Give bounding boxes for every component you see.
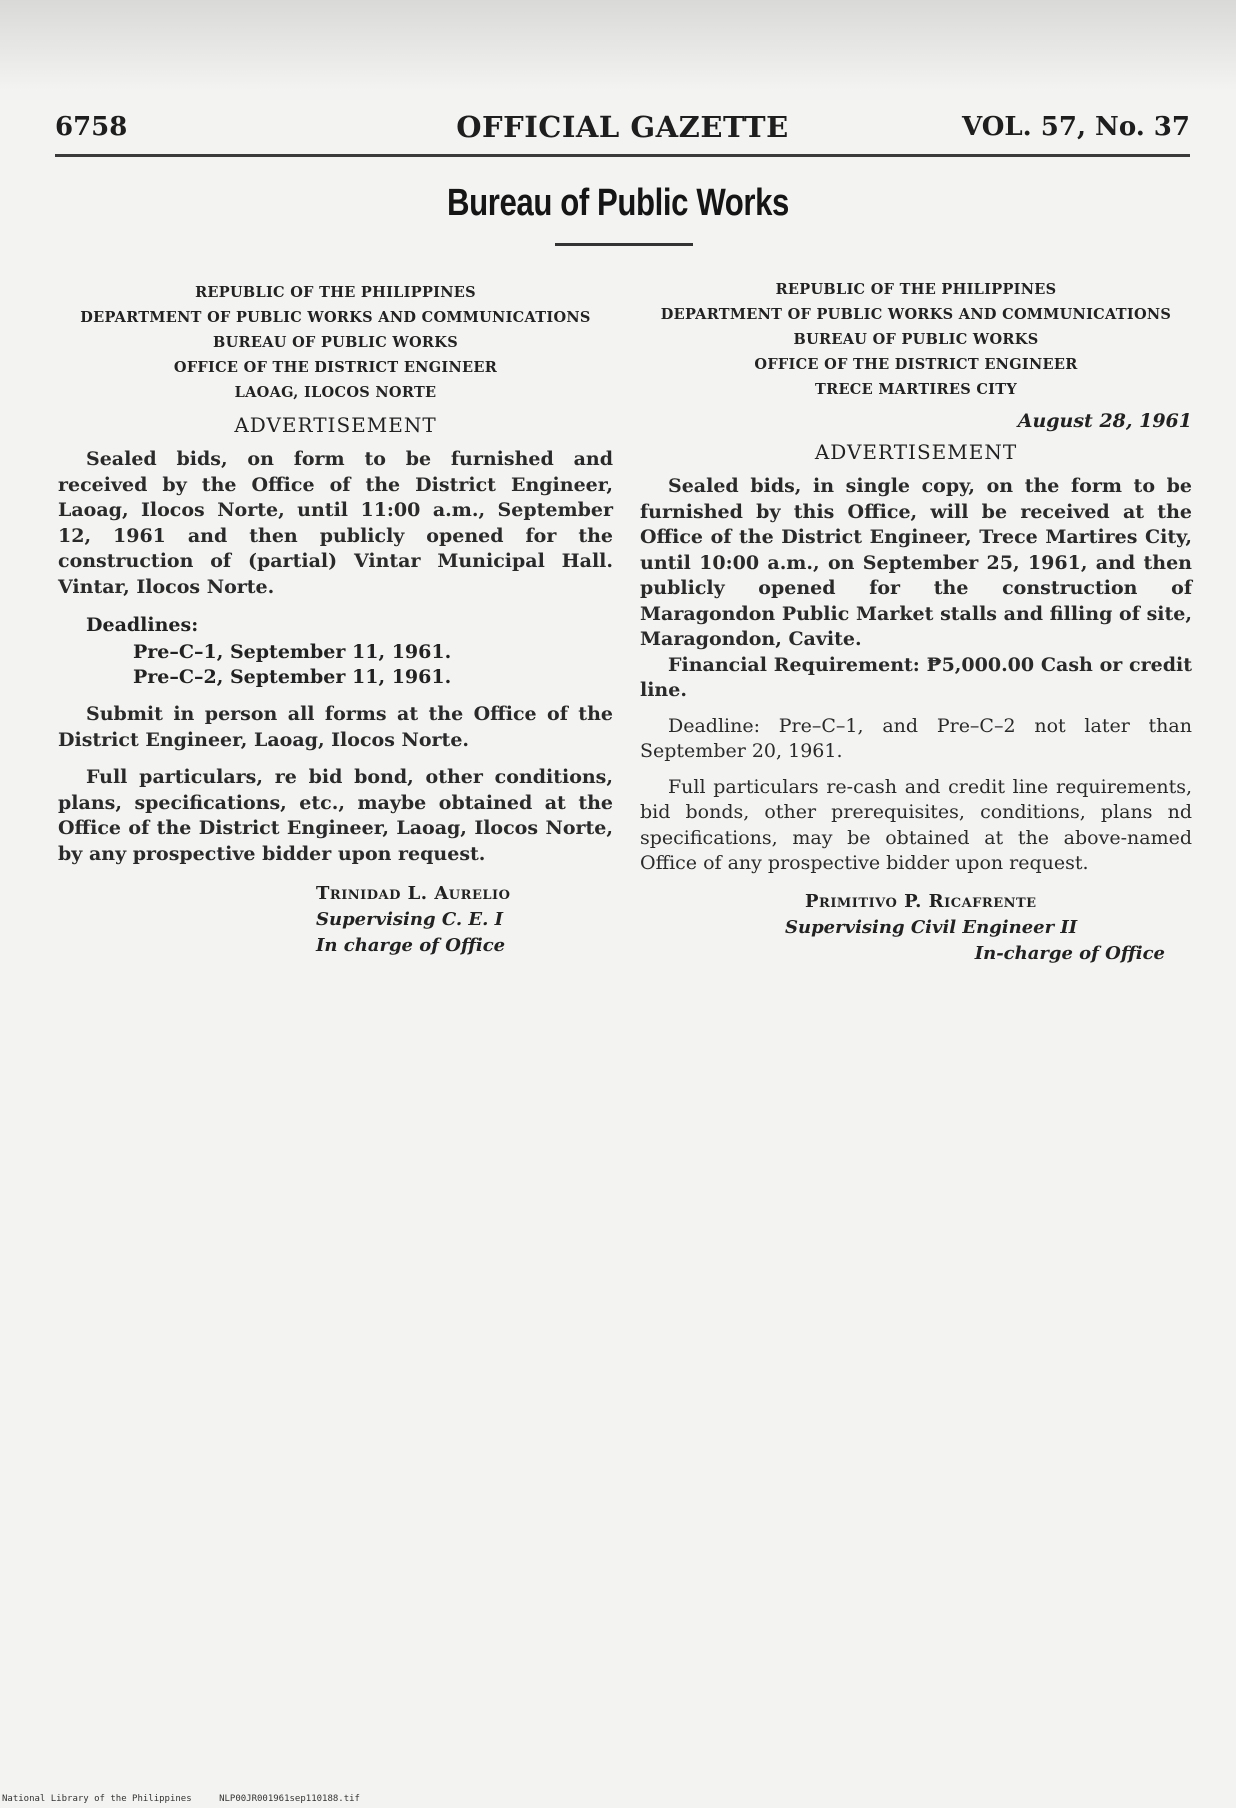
heading-line: REPUBLIC OF THE PHILIPPINES <box>195 284 476 301</box>
deadline-item: Pre–C–2, September 11, 1961. <box>133 666 452 688</box>
scan-footer <box>2 1794 382 1804</box>
deadlines-label: Deadlines: <box>86 614 199 636</box>
signatory-name: Trinidad L. Aurelio <box>316 883 511 904</box>
advertisement-label: ADVERTISEMENT <box>814 440 1018 464</box>
file-name: NLP00JR001961sep110188.tif <box>219 1794 360 1804</box>
volume-number: VOL. 57, No. 37 <box>962 112 1190 142</box>
heading-line: REPUBLIC OF THE PHILIPPINES <box>775 281 1057 298</box>
header-rule <box>55 154 1190 157</box>
heading-line: DEPARTMENT OF PUBLIC WORKS AND COMMUNICATIONS <box>660 306 1172 323</box>
heading-line: LAOAG, ILOCOS NORTE <box>234 384 437 401</box>
title-rule <box>555 243 693 246</box>
signature-block <box>640 889 1165 967</box>
signatory-title: Supervising Civil Engineer II <box>785 916 1078 938</box>
particulars-paragraph: Full particulars, re bid bond, other conditions, plans, specifications, etc., maybe obtained at the Office of the District Engineer, Laoag, Ilocos Norte, by any prospective bidder upon request. <box>58 766 613 865</box>
publication-title: OFFICIAL GAZETTE <box>456 110 789 144</box>
advertisement-date: August 28, 1961 <box>1017 410 1192 432</box>
signatory-charge: In charge of Office <box>316 935 506 956</box>
particulars-paragraph: Full particulars re-cash and credit line requirements, bid bonds, other prerequisites, conditions, plans nd specifications, may be obtained at the above-named Office of any prospective bidder upon request. <box>640 775 1192 874</box>
signatory-charge: In-charge of Office <box>974 942 1165 964</box>
library-credit: National Library of the Philippines <box>2 1794 192 1804</box>
bid-body: Sealed bids, in single copy, on the form to be furnished by this Office, will be received at the Office of the District Engineer, Trece Martires City, until 10:00 a.m., on September 25, 1961, and then publicly opened for the construction of Maragondon Public Market stalls and filling of site, Maragondon, Cavite. <box>640 475 1192 650</box>
heading-line: BUREAU OF PUBLIC WORKS <box>213 334 458 351</box>
heading-line: OFFICE OF THE DISTRICT ENGINEER <box>754 356 1078 373</box>
heading-line: OFFICE OF THE DISTRICT ENGINEER <box>173 359 498 376</box>
page-header <box>55 108 1190 152</box>
bid-body: Sealed bids, on form to be furnished and received by the Office of the District Engineer, Laoag, Ilocos Norte, until 11:00 a.m., September 12, 1961 and then publicly opened for the construction of (partial) Vintar Municipal Hall. Vintar, Ilocos Norte. <box>58 448 613 598</box>
deadline-paragraph: Deadline: Pre–C–1, and Pre–C–2 not later than September 20, 1961. <box>640 714 1192 762</box>
heading-line: BUREAU OF PUBLIC WORKS <box>793 331 1039 348</box>
right-advertisement <box>640 277 1192 967</box>
signatory-title: Supervising C. E. I <box>316 909 504 930</box>
section-title: Bureau of Public Works <box>447 182 789 224</box>
left-advertisement <box>58 280 613 959</box>
financial-requirement: Financial Requirement: ₱5,000.00 Cash or credit line. <box>640 653 1192 701</box>
signature-block <box>316 881 613 959</box>
heading-line: TRECE MARTIRES CITY <box>815 381 1017 398</box>
page-number: 6758 <box>55 112 128 142</box>
deadline-item: Pre–C–1, September 11, 1961. <box>133 641 452 663</box>
advertisement-label: ADVERTISEMENT <box>234 413 437 437</box>
submit-paragraph: Submit in person all forms at the Office of the District Engineer, Laoag, Ilocos Norte. <box>58 703 613 751</box>
signatory-name: Primitivo P. Ricafrente <box>805 890 1037 912</box>
scan-shadow <box>0 0 1236 90</box>
heading-line: DEPARTMENT OF PUBLIC WORKS AND COMMUNICATIONS <box>80 309 591 326</box>
